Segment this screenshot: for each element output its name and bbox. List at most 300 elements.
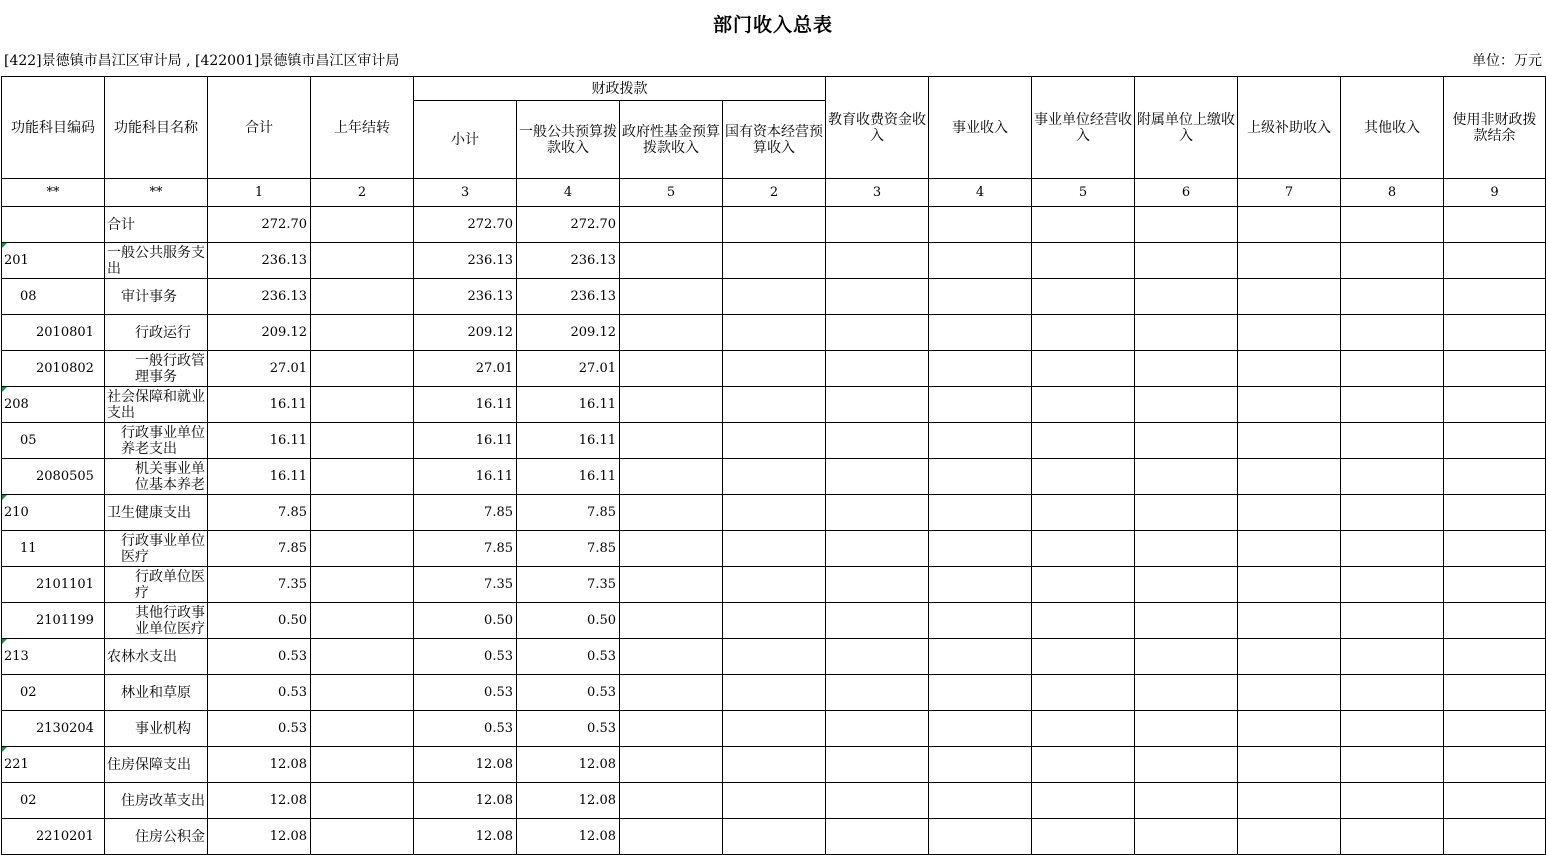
carryover-cell bbox=[311, 639, 414, 675]
other-income-cell bbox=[1341, 243, 1444, 279]
table-row bbox=[2, 675, 1546, 711]
function-name-cell: 社会保障和就业支出 bbox=[105, 387, 208, 423]
function-code-text: 2130204 bbox=[36, 720, 94, 736]
header-other-income: 其他收入 bbox=[1341, 77, 1444, 179]
edu-fee-cell bbox=[826, 603, 929, 639]
gov-fund-cell bbox=[620, 351, 723, 387]
other-income-cell bbox=[1341, 423, 1444, 459]
other-income-cell bbox=[1341, 711, 1444, 747]
table-row bbox=[2, 567, 1546, 603]
carryover-cell bbox=[311, 675, 414, 711]
subtotal-cell: 209.12 bbox=[414, 315, 517, 351]
carryover-cell bbox=[311, 819, 414, 855]
business-operation-cell bbox=[1032, 243, 1135, 279]
header-carryover: 上年结转 bbox=[311, 77, 414, 179]
subtotal-cell: 0.53 bbox=[414, 711, 517, 747]
function-code-text: 210 bbox=[4, 504, 29, 520]
gov-fund-cell bbox=[620, 459, 723, 495]
general-budget-cell: 236.13 bbox=[517, 279, 620, 315]
function-code-text: 2101199 bbox=[36, 612, 94, 628]
business-income-cell bbox=[929, 567, 1032, 603]
subtotal-cell: 272.70 bbox=[414, 207, 517, 243]
index-cell: 6 bbox=[1135, 179, 1238, 207]
total-cell: 236.13 bbox=[208, 243, 311, 279]
index-cell: 8 bbox=[1341, 179, 1444, 207]
cell-note-marker-icon bbox=[2, 639, 7, 644]
function-name-cell: 合计 bbox=[105, 207, 208, 243]
function-code-cell bbox=[2, 531, 105, 567]
state-capital-cell bbox=[723, 495, 826, 531]
edu-fee-cell bbox=[826, 531, 929, 567]
affiliated-cell bbox=[1135, 819, 1238, 855]
superior-subsidy-cell bbox=[1238, 243, 1341, 279]
business-income-cell bbox=[929, 315, 1032, 351]
edu-fee-cell bbox=[826, 279, 929, 315]
header-business-operation: 事业单位经营收入 bbox=[1032, 77, 1135, 179]
index-cell: 4 bbox=[929, 179, 1032, 207]
business-operation-cell bbox=[1032, 819, 1135, 855]
subtotal-cell: 0.53 bbox=[414, 639, 517, 675]
table-row bbox=[2, 819, 1546, 855]
index-cell: 5 bbox=[620, 179, 723, 207]
edu-fee-cell bbox=[826, 459, 929, 495]
state-capital-cell bbox=[723, 459, 826, 495]
affiliated-cell bbox=[1135, 423, 1238, 459]
other-income-cell bbox=[1341, 495, 1444, 531]
superior-subsidy-cell bbox=[1238, 495, 1341, 531]
business-income-cell bbox=[929, 531, 1032, 567]
business-operation-cell bbox=[1032, 639, 1135, 675]
table-row bbox=[2, 495, 1546, 531]
gov-fund-cell bbox=[620, 711, 723, 747]
edu-fee-cell bbox=[826, 747, 929, 783]
business-income-cell bbox=[929, 675, 1032, 711]
index-cell: 3 bbox=[826, 179, 929, 207]
function-code-cell bbox=[2, 603, 105, 639]
header-gov-fund: 政府性基金预算拨款收入 bbox=[620, 101, 723, 179]
total-cell: 27.01 bbox=[208, 351, 311, 387]
subtotal-cell: 16.11 bbox=[414, 459, 517, 495]
header-total: 合计 bbox=[208, 77, 311, 179]
business-operation-cell bbox=[1032, 747, 1135, 783]
index-cell: ** bbox=[105, 179, 208, 207]
income-table bbox=[1, 76, 1546, 855]
function-name-cell: 林业和草原 bbox=[105, 675, 208, 711]
subtotal-cell: 7.85 bbox=[414, 531, 517, 567]
table-row bbox=[2, 387, 1546, 423]
business-operation-cell bbox=[1032, 711, 1135, 747]
edu-fee-cell bbox=[826, 315, 929, 351]
header-general-budget: 一般公共预算拨款收入 bbox=[517, 101, 620, 179]
unit-label: 单位：万元 bbox=[1472, 53, 1542, 69]
subtotal-cell: 27.01 bbox=[414, 351, 517, 387]
non-fiscal-balance-cell bbox=[1444, 603, 1546, 639]
business-operation-cell bbox=[1032, 351, 1135, 387]
gov-fund-cell bbox=[620, 747, 723, 783]
total-cell: 7.85 bbox=[208, 495, 311, 531]
business-operation-cell bbox=[1032, 603, 1135, 639]
affiliated-cell bbox=[1135, 567, 1238, 603]
carryover-cell bbox=[311, 387, 414, 423]
affiliated-cell bbox=[1135, 243, 1238, 279]
business-income-cell bbox=[929, 243, 1032, 279]
carryover-cell bbox=[311, 711, 414, 747]
general-budget-cell: 0.50 bbox=[517, 603, 620, 639]
superior-subsidy-cell bbox=[1238, 207, 1341, 243]
edu-fee-cell bbox=[826, 783, 929, 819]
function-name-cell: 行政事业单位养老支出 bbox=[105, 423, 208, 459]
header-subtotal: 小计 bbox=[414, 101, 517, 179]
cell-note-marker-icon bbox=[2, 747, 7, 752]
gov-fund-cell bbox=[620, 675, 723, 711]
function-name-cell: 住房公积金 bbox=[105, 819, 208, 855]
total-cell: 0.53 bbox=[208, 639, 311, 675]
table-row bbox=[2, 279, 1546, 315]
table-row bbox=[2, 207, 1546, 243]
total-cell: 272.70 bbox=[208, 207, 311, 243]
function-name-cell: 行政单位医疗 bbox=[105, 567, 208, 603]
header-edu-fee: 教育收费资金收入 bbox=[826, 77, 929, 179]
function-name-cell: 审计事务 bbox=[105, 279, 208, 315]
index-cell: 7 bbox=[1238, 179, 1341, 207]
header-state-capital: 国有资本经营预算收入 bbox=[723, 101, 826, 179]
table-row bbox=[2, 459, 1546, 495]
superior-subsidy-cell bbox=[1238, 423, 1341, 459]
other-income-cell bbox=[1341, 603, 1444, 639]
table-row bbox=[2, 639, 1546, 675]
superior-subsidy-cell bbox=[1238, 567, 1341, 603]
affiliated-cell bbox=[1135, 531, 1238, 567]
gov-fund-cell bbox=[620, 819, 723, 855]
cell-note-marker-icon bbox=[2, 387, 7, 392]
non-fiscal-balance-cell bbox=[1444, 747, 1546, 783]
function-code-text: 2080505 bbox=[36, 468, 94, 484]
carryover-cell bbox=[311, 207, 414, 243]
business-income-cell bbox=[929, 351, 1032, 387]
non-fiscal-balance-cell bbox=[1444, 711, 1546, 747]
edu-fee-cell bbox=[826, 423, 929, 459]
function-code-text: 2101101 bbox=[36, 576, 94, 592]
header-non-fiscal-balance: 使用非财政拨款结余 bbox=[1444, 77, 1546, 179]
business-operation-cell bbox=[1032, 531, 1135, 567]
general-budget-cell: 16.11 bbox=[517, 387, 620, 423]
carryover-cell bbox=[311, 495, 414, 531]
header-code: 功能科目编码 bbox=[2, 77, 105, 179]
business-operation-cell bbox=[1032, 459, 1135, 495]
total-cell: 12.08 bbox=[208, 783, 311, 819]
function-name-cell: 卫生健康支出 bbox=[105, 495, 208, 531]
other-income-cell bbox=[1341, 639, 1444, 675]
affiliated-cell bbox=[1135, 783, 1238, 819]
affiliated-cell bbox=[1135, 675, 1238, 711]
superior-subsidy-cell bbox=[1238, 711, 1341, 747]
carryover-cell bbox=[311, 747, 414, 783]
general-budget-cell: 12.08 bbox=[517, 747, 620, 783]
edu-fee-cell bbox=[826, 243, 929, 279]
function-code-cell bbox=[2, 207, 105, 243]
general-budget-cell: 209.12 bbox=[517, 315, 620, 351]
cell-note-marker-icon bbox=[2, 495, 7, 500]
index-cell: 1 bbox=[208, 179, 311, 207]
header-affiliated: 附属单位上缴收入 bbox=[1135, 77, 1238, 179]
subtotal-cell: 16.11 bbox=[414, 423, 517, 459]
non-fiscal-balance-cell bbox=[1444, 243, 1546, 279]
function-code-text: 05 bbox=[20, 432, 37, 448]
superior-subsidy-cell bbox=[1238, 279, 1341, 315]
subtotal-cell: 12.08 bbox=[414, 783, 517, 819]
non-fiscal-balance-cell bbox=[1444, 459, 1546, 495]
subtotal-cell: 7.35 bbox=[414, 567, 517, 603]
edu-fee-cell bbox=[826, 675, 929, 711]
business-income-cell bbox=[929, 459, 1032, 495]
business-income-cell bbox=[929, 711, 1032, 747]
function-code-text: 201 bbox=[4, 252, 29, 268]
affiliated-cell bbox=[1135, 711, 1238, 747]
non-fiscal-balance-cell bbox=[1444, 639, 1546, 675]
gov-fund-cell bbox=[620, 207, 723, 243]
state-capital-cell bbox=[723, 207, 826, 243]
header-superior-subsidy: 上级补助收入 bbox=[1238, 77, 1341, 179]
function-code-cell bbox=[2, 459, 105, 495]
non-fiscal-balance-cell bbox=[1444, 531, 1546, 567]
general-budget-cell: 12.08 bbox=[517, 819, 620, 855]
function-code-text: 11 bbox=[20, 540, 37, 556]
function-code-cell bbox=[2, 783, 105, 819]
general-budget-cell: 0.53 bbox=[517, 639, 620, 675]
business-operation-cell bbox=[1032, 387, 1135, 423]
general-budget-cell: 0.53 bbox=[517, 711, 620, 747]
function-code-text: 08 bbox=[20, 288, 37, 304]
total-cell: 16.11 bbox=[208, 423, 311, 459]
total-cell: 0.50 bbox=[208, 603, 311, 639]
other-income-cell bbox=[1341, 819, 1444, 855]
business-income-cell bbox=[929, 279, 1032, 315]
function-code-cell bbox=[2, 315, 105, 351]
header-name: 功能科目名称 bbox=[105, 77, 208, 179]
edu-fee-cell bbox=[826, 387, 929, 423]
superior-subsidy-cell bbox=[1238, 351, 1341, 387]
table-row bbox=[2, 747, 1546, 783]
gov-fund-cell bbox=[620, 279, 723, 315]
other-income-cell bbox=[1341, 279, 1444, 315]
edu-fee-cell bbox=[826, 207, 929, 243]
index-cell: 5 bbox=[1032, 179, 1135, 207]
business-income-cell bbox=[929, 423, 1032, 459]
business-operation-cell bbox=[1032, 783, 1135, 819]
carryover-cell bbox=[311, 531, 414, 567]
index-cell: 3 bbox=[414, 179, 517, 207]
business-operation-cell bbox=[1032, 675, 1135, 711]
other-income-cell bbox=[1341, 351, 1444, 387]
subtotal-cell: 0.53 bbox=[414, 675, 517, 711]
general-budget-cell: 12.08 bbox=[517, 783, 620, 819]
gov-fund-cell bbox=[620, 423, 723, 459]
gov-fund-cell bbox=[620, 495, 723, 531]
index-row bbox=[2, 179, 1546, 207]
other-income-cell bbox=[1341, 531, 1444, 567]
non-fiscal-balance-cell bbox=[1444, 675, 1546, 711]
function-code-cell bbox=[2, 711, 105, 747]
edu-fee-cell bbox=[826, 351, 929, 387]
carryover-cell bbox=[311, 603, 414, 639]
function-code-text: 2010801 bbox=[36, 324, 94, 340]
superior-subsidy-cell bbox=[1238, 603, 1341, 639]
general-budget-cell: 7.85 bbox=[517, 495, 620, 531]
index-cell: 2 bbox=[723, 179, 826, 207]
business-operation-cell bbox=[1032, 567, 1135, 603]
subtotal-cell: 16.11 bbox=[414, 387, 517, 423]
table-row bbox=[2, 243, 1546, 279]
cell-note-marker-icon bbox=[2, 243, 7, 248]
affiliated-cell bbox=[1135, 603, 1238, 639]
table-row bbox=[2, 351, 1546, 387]
general-budget-cell: 272.70 bbox=[517, 207, 620, 243]
index-cell: ** bbox=[2, 179, 105, 207]
header-fiscal-group: 财政拨款 bbox=[414, 77, 826, 101]
table-row bbox=[2, 315, 1546, 351]
total-cell: 7.85 bbox=[208, 531, 311, 567]
function-name-cell: 行政运行 bbox=[105, 315, 208, 351]
non-fiscal-balance-cell bbox=[1444, 387, 1546, 423]
superior-subsidy-cell bbox=[1238, 531, 1341, 567]
function-name-cell: 住房保障支出 bbox=[105, 747, 208, 783]
gov-fund-cell bbox=[620, 531, 723, 567]
state-capital-cell bbox=[723, 639, 826, 675]
affiliated-cell bbox=[1135, 207, 1238, 243]
state-capital-cell bbox=[723, 603, 826, 639]
table-row bbox=[2, 603, 1546, 639]
subtotal-cell: 12.08 bbox=[414, 819, 517, 855]
non-fiscal-balance-cell bbox=[1444, 315, 1546, 351]
total-cell: 12.08 bbox=[208, 747, 311, 783]
state-capital-cell bbox=[723, 675, 826, 711]
edu-fee-cell bbox=[826, 819, 929, 855]
other-income-cell bbox=[1341, 783, 1444, 819]
superior-subsidy-cell bbox=[1238, 819, 1341, 855]
carryover-cell bbox=[311, 567, 414, 603]
affiliated-cell bbox=[1135, 495, 1238, 531]
non-fiscal-balance-cell bbox=[1444, 495, 1546, 531]
function-code-text: 2210201 bbox=[36, 828, 94, 844]
unit-name: [422]景德镇市昌江区审计局 , [422001]景德镇市昌江区审计局 bbox=[4, 53, 400, 69]
non-fiscal-balance-cell bbox=[1444, 207, 1546, 243]
carryover-cell bbox=[311, 783, 414, 819]
affiliated-cell bbox=[1135, 459, 1238, 495]
index-cell: 9 bbox=[1444, 179, 1546, 207]
subtotal-cell: 0.50 bbox=[414, 603, 517, 639]
table-row bbox=[2, 423, 1546, 459]
business-operation-cell bbox=[1032, 279, 1135, 315]
business-income-cell bbox=[929, 639, 1032, 675]
function-code-cell bbox=[2, 675, 105, 711]
function-code-cell bbox=[2, 747, 105, 783]
business-income-cell bbox=[929, 819, 1032, 855]
business-income-cell bbox=[929, 207, 1032, 243]
general-budget-cell: 27.01 bbox=[517, 351, 620, 387]
non-fiscal-balance-cell bbox=[1444, 567, 1546, 603]
gov-fund-cell bbox=[620, 387, 723, 423]
function-name-cell: 住房改革支出 bbox=[105, 783, 208, 819]
gov-fund-cell bbox=[620, 315, 723, 351]
affiliated-cell bbox=[1135, 315, 1238, 351]
function-code-cell bbox=[2, 243, 105, 279]
edu-fee-cell bbox=[826, 639, 929, 675]
non-fiscal-balance-cell bbox=[1444, 783, 1546, 819]
total-cell: 209.12 bbox=[208, 315, 311, 351]
gov-fund-cell bbox=[620, 783, 723, 819]
other-income-cell bbox=[1341, 315, 1444, 351]
function-name-cell: 机关事业单位基本养老 bbox=[105, 459, 208, 495]
superior-subsidy-cell bbox=[1238, 783, 1341, 819]
function-code-cell bbox=[2, 351, 105, 387]
affiliated-cell bbox=[1135, 351, 1238, 387]
carryover-cell bbox=[311, 459, 414, 495]
state-capital-cell bbox=[723, 819, 826, 855]
page-title: 部门收入总表 bbox=[712, 14, 833, 36]
affiliated-cell bbox=[1135, 387, 1238, 423]
function-code-text: 213 bbox=[4, 648, 29, 664]
state-capital-cell bbox=[723, 567, 826, 603]
carryover-cell bbox=[311, 279, 414, 315]
total-cell: 16.11 bbox=[208, 387, 311, 423]
other-income-cell bbox=[1341, 207, 1444, 243]
state-capital-cell bbox=[723, 351, 826, 387]
function-code-text: 02 bbox=[20, 684, 37, 700]
gov-fund-cell bbox=[620, 243, 723, 279]
general-budget-cell: 16.11 bbox=[517, 459, 620, 495]
non-fiscal-balance-cell bbox=[1444, 819, 1546, 855]
subtotal-cell: 7.85 bbox=[414, 495, 517, 531]
total-cell: 236.13 bbox=[208, 279, 311, 315]
general-budget-cell: 236.13 bbox=[517, 243, 620, 279]
superior-subsidy-cell bbox=[1238, 747, 1341, 783]
gov-fund-cell bbox=[620, 603, 723, 639]
non-fiscal-balance-cell bbox=[1444, 279, 1546, 315]
index-cell: 2 bbox=[311, 179, 414, 207]
function-name-cell: 一般行政管理事务 bbox=[105, 351, 208, 387]
function-code-cell bbox=[2, 639, 105, 675]
other-income-cell bbox=[1341, 675, 1444, 711]
function-name-cell: 一般公共服务支出 bbox=[105, 243, 208, 279]
general-budget-cell: 7.35 bbox=[517, 567, 620, 603]
table-row bbox=[2, 711, 1546, 747]
business-operation-cell bbox=[1032, 423, 1135, 459]
function-name-cell: 事业机构 bbox=[105, 711, 208, 747]
subtotal-cell: 236.13 bbox=[414, 243, 517, 279]
general-budget-cell: 16.11 bbox=[517, 423, 620, 459]
function-code-text: 02 bbox=[20, 792, 37, 808]
total-cell: 0.53 bbox=[208, 711, 311, 747]
function-name-cell: 行政事业单位医疗 bbox=[105, 531, 208, 567]
total-cell: 7.35 bbox=[208, 567, 311, 603]
state-capital-cell bbox=[723, 531, 826, 567]
function-code-cell bbox=[2, 279, 105, 315]
other-income-cell bbox=[1341, 387, 1444, 423]
business-income-cell bbox=[929, 387, 1032, 423]
state-capital-cell bbox=[723, 243, 826, 279]
total-cell: 0.53 bbox=[208, 675, 311, 711]
state-capital-cell bbox=[723, 387, 826, 423]
business-operation-cell bbox=[1032, 495, 1135, 531]
superior-subsidy-cell bbox=[1238, 315, 1341, 351]
superior-subsidy-cell bbox=[1238, 639, 1341, 675]
carryover-cell bbox=[311, 315, 414, 351]
carryover-cell bbox=[311, 351, 414, 387]
function-code-cell bbox=[2, 495, 105, 531]
state-capital-cell bbox=[723, 711, 826, 747]
state-capital-cell bbox=[723, 783, 826, 819]
superior-subsidy-cell bbox=[1238, 459, 1341, 495]
